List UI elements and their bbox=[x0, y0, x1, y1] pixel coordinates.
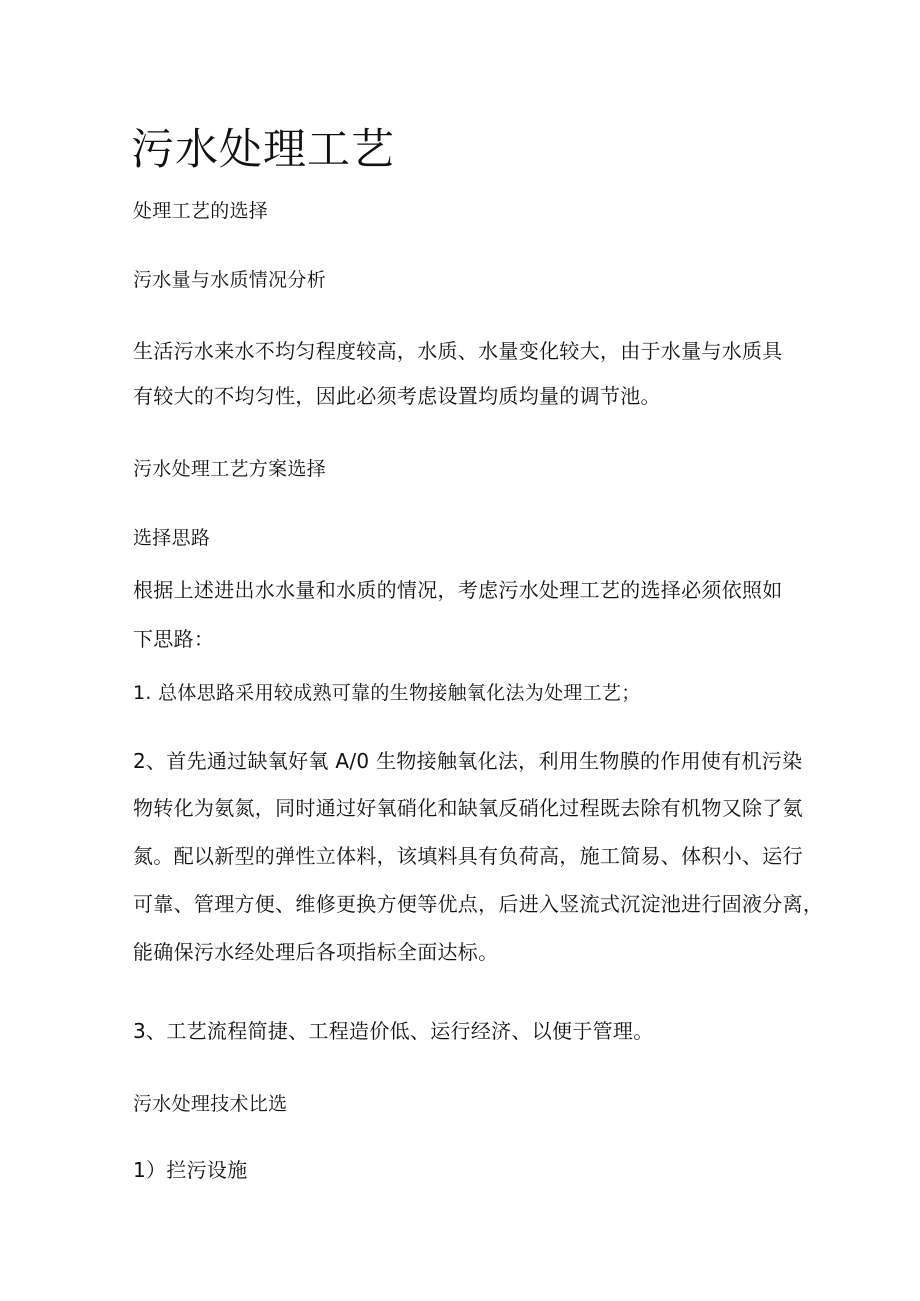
list-item-1: 1. 总体思路采用较成熟可靠的生物接触氧化法为处理工艺； bbox=[133, 682, 641, 704]
list-item-2-line: 氮。配以新型的弹性立体料，该填料具有负荷高，施工简易、体积小、运行 bbox=[133, 844, 803, 868]
list-item-3: 3、工艺流程简捷、工程造价低、运行经济、以便于管理。 bbox=[133, 1019, 654, 1043]
heading-technology-comparison: 污水处理技术比选 bbox=[133, 1093, 288, 1115]
heading-process-selection: 处理工艺的选择 bbox=[133, 200, 269, 222]
paragraph-line: 有较大的不均匀性，因此必须考虑设置均质均量的调节池。 bbox=[133, 384, 661, 408]
subheading-interception: 1）拦污设施 bbox=[133, 1158, 248, 1182]
document-title: 污水处理工艺 bbox=[131, 125, 395, 175]
paragraph-line: 根据上述进出水水量和水质的情况，考虑污水处理工艺的选择必须依照如 bbox=[133, 578, 783, 602]
paragraph-line: 生活污水来水不均匀程度较高，水质、水量变化较大，由于水量与水质具 bbox=[133, 339, 783, 363]
heading-selection-approach: 选择思路 bbox=[133, 527, 211, 549]
list-item-2-line: 物转化为氨氮，同时通过好氧硝化和缺氧反硝化过程既去除有机物又除了氨 bbox=[133, 796, 803, 820]
list-item-2-line: 能确保污水经处理后各项指标全面达标。 bbox=[133, 940, 499, 964]
list-item-2-line: 2、首先通过缺氧好氧 A/0 生物接触氧化法，利用生物膜的作用使有机污染 bbox=[133, 749, 803, 773]
list-item-2-line: 可靠、管理方便、维修更换方便等优点，后进入竖流式沉淀池进行固液分离， bbox=[133, 892, 824, 916]
paragraph-line: 下思路： bbox=[133, 627, 215, 651]
heading-water-analysis: 污水量与水质情况分析 bbox=[133, 269, 327, 291]
heading-scheme-selection: 污水处理工艺方案选择 bbox=[133, 458, 327, 480]
